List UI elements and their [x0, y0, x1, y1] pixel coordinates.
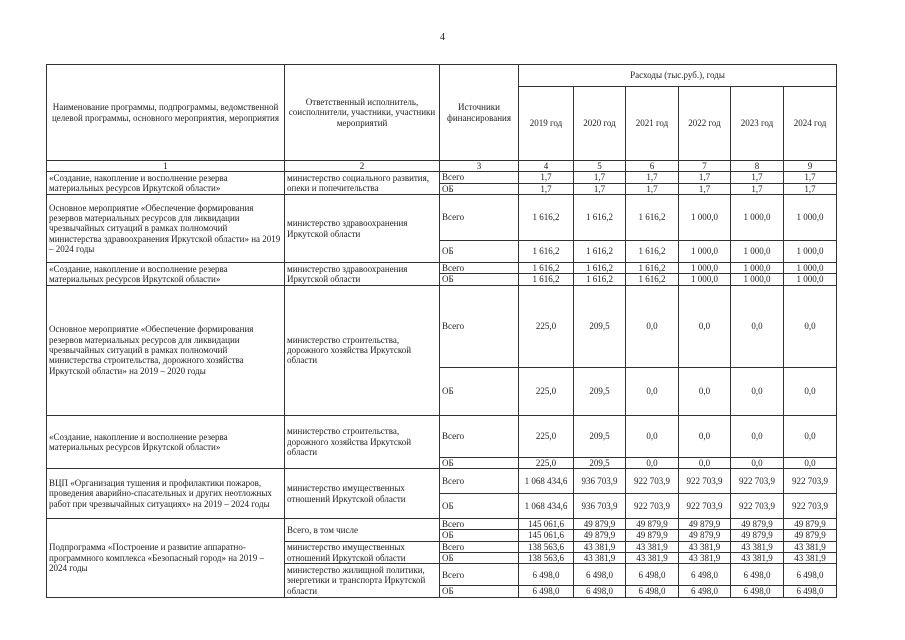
table-row [47, 263, 837, 274]
header-year: 2022 год [679, 87, 731, 161]
row-value: 1 000,0 [731, 263, 784, 274]
header-year: 2024 год [784, 87, 837, 161]
row-source: ОБ [440, 367, 519, 415]
row-name: «Создание, накопление и восполнение резерва материальных ресурсов Иркутской области» [47, 415, 285, 468]
row-value: 1 000,0 [679, 195, 731, 241]
row-value: 922 703,9 [626, 494, 679, 519]
header-name: Наименование программы, подпрограммы, ведомственной целевой программы, основного мероприятия, мероприятия [47, 65, 285, 161]
row-responsible: министерство здравоохранения Иркутской области [285, 195, 440, 263]
row-value: 1 000,0 [784, 263, 837, 274]
row-value: 1 616,2 [519, 274, 574, 285]
row-source: Всего [440, 469, 519, 494]
row-value: 922 703,9 [679, 494, 731, 519]
row-source: ОБ [440, 530, 519, 541]
row-value: 922 703,9 [731, 469, 784, 494]
header-year: 2023 год [731, 87, 784, 161]
row-value: 6 498,0 [574, 586, 626, 597]
row-value: 49 879,9 [626, 519, 679, 530]
row-value: 6 498,0 [784, 564, 837, 586]
row-value: 922 703,9 [731, 494, 784, 519]
row-value: 1 068 434,6 [519, 469, 574, 494]
row-name: Основное мероприятие «Обеспечение формирования резервов материальных ресурсов для ликвидации чрезвычайных ситуаций в рамках полномочий министерства строительства, дорожного хозяйства Иркутской области» на 2019 – 2020 годы [47, 285, 285, 415]
header-responsible: Ответственный исполнитель, соисполнители, участники, участники мероприятий [285, 65, 440, 161]
row-value: 1 616,2 [574, 241, 626, 263]
page-number: 4 [440, 32, 445, 43]
row-value: 6 498,0 [574, 564, 626, 586]
row-value: 209,5 [574, 415, 626, 457]
row-name: ВЦП «Организация тушения и профилактики пожаров, проведения аварийно-спасательных и других неотложных работ при чрезвычайных ситуациях» на 2019 – 2024 годы [47, 469, 285, 519]
row-value: 49 879,9 [679, 530, 731, 541]
row-value: 6 498,0 [731, 586, 784, 597]
row-responsible: министерство здравоохранения Иркутской области [285, 263, 440, 286]
row-source: Всего [440, 263, 519, 274]
row-value: 0,0 [784, 457, 837, 468]
table-row [47, 285, 837, 367]
row-value: 936 703,9 [574, 469, 626, 494]
row-value: 1,7 [784, 172, 837, 183]
row-value: 49 879,9 [574, 519, 626, 530]
row-value: 1,7 [731, 172, 784, 183]
header-expenses: Расходы (тыс.руб.), годы [519, 65, 837, 87]
row-value: 43 381,9 [784, 541, 837, 552]
row-value: 6 498,0 [519, 586, 574, 597]
row-value: 1,7 [574, 172, 626, 183]
row-value: 6 498,0 [784, 586, 837, 597]
row-value: 6 498,0 [626, 564, 679, 586]
row-name: Основное мероприятие «Обеспечение формирования резервов материальных ресурсов для ликвидации чрезвычайных ситуаций в рамках полномочий министерства здравоохранения Иркутской области» на 2019 – 2024 годы [47, 195, 285, 263]
row-value: 43 381,9 [626, 541, 679, 552]
row-value: 1 616,2 [574, 263, 626, 274]
row-source: ОБ [440, 553, 519, 564]
row-source: ОБ [440, 274, 519, 285]
row-source: Всего [440, 415, 519, 457]
row-value: 209,5 [574, 367, 626, 415]
row-value: 0,0 [626, 415, 679, 457]
row-responsible: министерство социального развития, опеки и попечительства [285, 172, 440, 195]
row-value: 1,7 [574, 183, 626, 194]
row-value: 1 000,0 [731, 274, 784, 285]
row-value: 6 498,0 [519, 564, 574, 586]
row-value: 1,7 [626, 172, 679, 183]
row-value: 49 879,9 [731, 530, 784, 541]
row-value: 922 703,9 [784, 494, 837, 519]
row-value: 225,0 [519, 285, 574, 367]
row-source: ОБ [440, 586, 519, 597]
row-responsible: министерство строительства, дорожного хозяйства Иркутской области [285, 415, 440, 468]
row-source: ОБ [440, 183, 519, 194]
row-value: 145 061,6 [519, 519, 574, 530]
row-responsible: министерство строительства, дорожного хозяйства Иркутской области [285, 285, 440, 415]
row-source: ОБ [440, 457, 519, 468]
row-responsible: министерство жилищной политики, энергетики и транспорта Иркутской области [285, 564, 440, 597]
column-number: 8 [731, 161, 784, 172]
row-value: 1 616,2 [574, 274, 626, 285]
row-value: 0,0 [784, 285, 837, 367]
row-name: «Создание, накопление и восполнение резерва материальных ресурсов Иркутской области» [47, 172, 285, 195]
row-value: 922 703,9 [679, 469, 731, 494]
row-value: 0,0 [731, 457, 784, 468]
row-value: 1 000,0 [784, 195, 837, 241]
row-value: 1 616,2 [626, 263, 679, 274]
row-value: 0,0 [784, 415, 837, 457]
row-value: 1 000,0 [784, 241, 837, 263]
row-source: Всего [440, 285, 519, 367]
row-value: 1,7 [626, 183, 679, 194]
row-source: ОБ [440, 241, 519, 263]
row-value: 1,7 [784, 183, 837, 194]
row-value: 6 498,0 [731, 564, 784, 586]
column-number: 7 [679, 161, 731, 172]
row-value: 145 061,6 [519, 530, 574, 541]
table-row [47, 469, 837, 494]
column-numbers-row [47, 161, 837, 172]
row-value: 43 381,9 [626, 553, 679, 564]
row-value: 0,0 [784, 367, 837, 415]
row-value: 43 381,9 [731, 553, 784, 564]
row-value: 1 000,0 [679, 263, 731, 274]
row-value: 0,0 [679, 285, 731, 367]
column-number: 3 [440, 161, 519, 172]
row-value: 43 381,9 [784, 553, 837, 564]
row-value: 49 879,9 [679, 519, 731, 530]
row-value: 1 616,2 [519, 263, 574, 274]
row-value: 1 000,0 [679, 241, 731, 263]
row-value: 922 703,9 [784, 469, 837, 494]
row-value: 1,7 [519, 172, 574, 183]
row-value: 49 879,9 [626, 530, 679, 541]
row-source: ОБ [440, 494, 519, 519]
table-row [47, 415, 837, 457]
row-value: 225,0 [519, 415, 574, 457]
row-value: 1 616,2 [626, 274, 679, 285]
row-value: 43 381,9 [679, 553, 731, 564]
row-value: 0,0 [679, 457, 731, 468]
row-responsible: Всего, в том числе [285, 519, 440, 542]
column-number: 1 [47, 161, 285, 172]
column-number: 4 [519, 161, 574, 172]
row-value: 1 000,0 [731, 195, 784, 241]
table-body [47, 172, 837, 597]
row-value: 1,7 [519, 183, 574, 194]
row-value: 49 879,9 [731, 519, 784, 530]
row-value: 138 563,6 [519, 553, 574, 564]
column-number: 5 [574, 161, 626, 172]
row-value: 1 616,2 [519, 241, 574, 263]
row-value: 1,7 [679, 172, 731, 183]
row-value: 1 000,0 [731, 241, 784, 263]
row-value: 0,0 [626, 367, 679, 415]
row-value: 49 879,9 [574, 530, 626, 541]
row-value: 209,5 [574, 285, 626, 367]
header-source: Источники финансирования [440, 65, 519, 161]
header-year: 2021 год [626, 87, 679, 161]
row-value: 6 498,0 [679, 586, 731, 597]
row-source: Всего [440, 519, 519, 530]
table-row [47, 519, 837, 530]
column-number: 6 [626, 161, 679, 172]
row-source: Всего [440, 195, 519, 241]
header-year: 2020 год [574, 87, 626, 161]
row-value: 1 616,2 [626, 195, 679, 241]
row-value: 49 879,9 [784, 519, 837, 530]
table-row [47, 195, 837, 241]
row-value: 6 498,0 [626, 586, 679, 597]
row-source: Всего [440, 564, 519, 586]
row-value: 43 381,9 [679, 541, 731, 552]
row-value: 225,0 [519, 457, 574, 468]
row-value: 1 616,2 [626, 241, 679, 263]
header-year: 2019 год [519, 87, 574, 161]
row-value: 0,0 [626, 457, 679, 468]
budget-table [46, 64, 837, 598]
row-value: 1,7 [731, 183, 784, 194]
row-value: 0,0 [679, 367, 731, 415]
row-value: 0,0 [731, 285, 784, 367]
row-value: 43 381,9 [731, 541, 784, 552]
row-value: 49 879,9 [784, 530, 837, 541]
row-value: 0,0 [626, 285, 679, 367]
row-value: 0,0 [731, 367, 784, 415]
row-source: Всего [440, 541, 519, 552]
row-value: 225,0 [519, 367, 574, 415]
row-value: 1 068 434,6 [519, 494, 574, 519]
row-value: 1,7 [679, 183, 731, 194]
row-responsible: министерство имущественных отношений Иркутской области [285, 469, 440, 519]
row-value: 138 563,6 [519, 541, 574, 552]
row-value: 43 381,9 [574, 541, 626, 552]
row-value: 922 703,9 [626, 469, 679, 494]
row-source: Всего [440, 172, 519, 183]
table-row [47, 172, 837, 183]
row-name: «Создание, накопление и восполнение резерва материальных ресурсов Иркутской области» [47, 263, 285, 286]
row-value: 6 498,0 [679, 564, 731, 586]
row-value: 1 000,0 [784, 274, 837, 285]
row-value: 936 703,9 [574, 494, 626, 519]
row-value: 1 616,2 [519, 195, 574, 241]
subprogram-name: Подпрограмма «Построение и развитие аппаратно-программного комплекса «Безопасный город» на 2019 – 2024 годы [47, 519, 285, 598]
row-responsible: министерство имущественных отношений Иркутской области [285, 541, 440, 564]
row-value: 43 381,9 [574, 553, 626, 564]
row-value: 1 616,2 [574, 195, 626, 241]
column-number: 9 [784, 161, 837, 172]
row-value: 209,5 [574, 457, 626, 468]
row-value: 1 000,0 [679, 274, 731, 285]
row-value: 0,0 [731, 415, 784, 457]
column-number: 2 [285, 161, 440, 172]
row-value: 0,0 [679, 415, 731, 457]
